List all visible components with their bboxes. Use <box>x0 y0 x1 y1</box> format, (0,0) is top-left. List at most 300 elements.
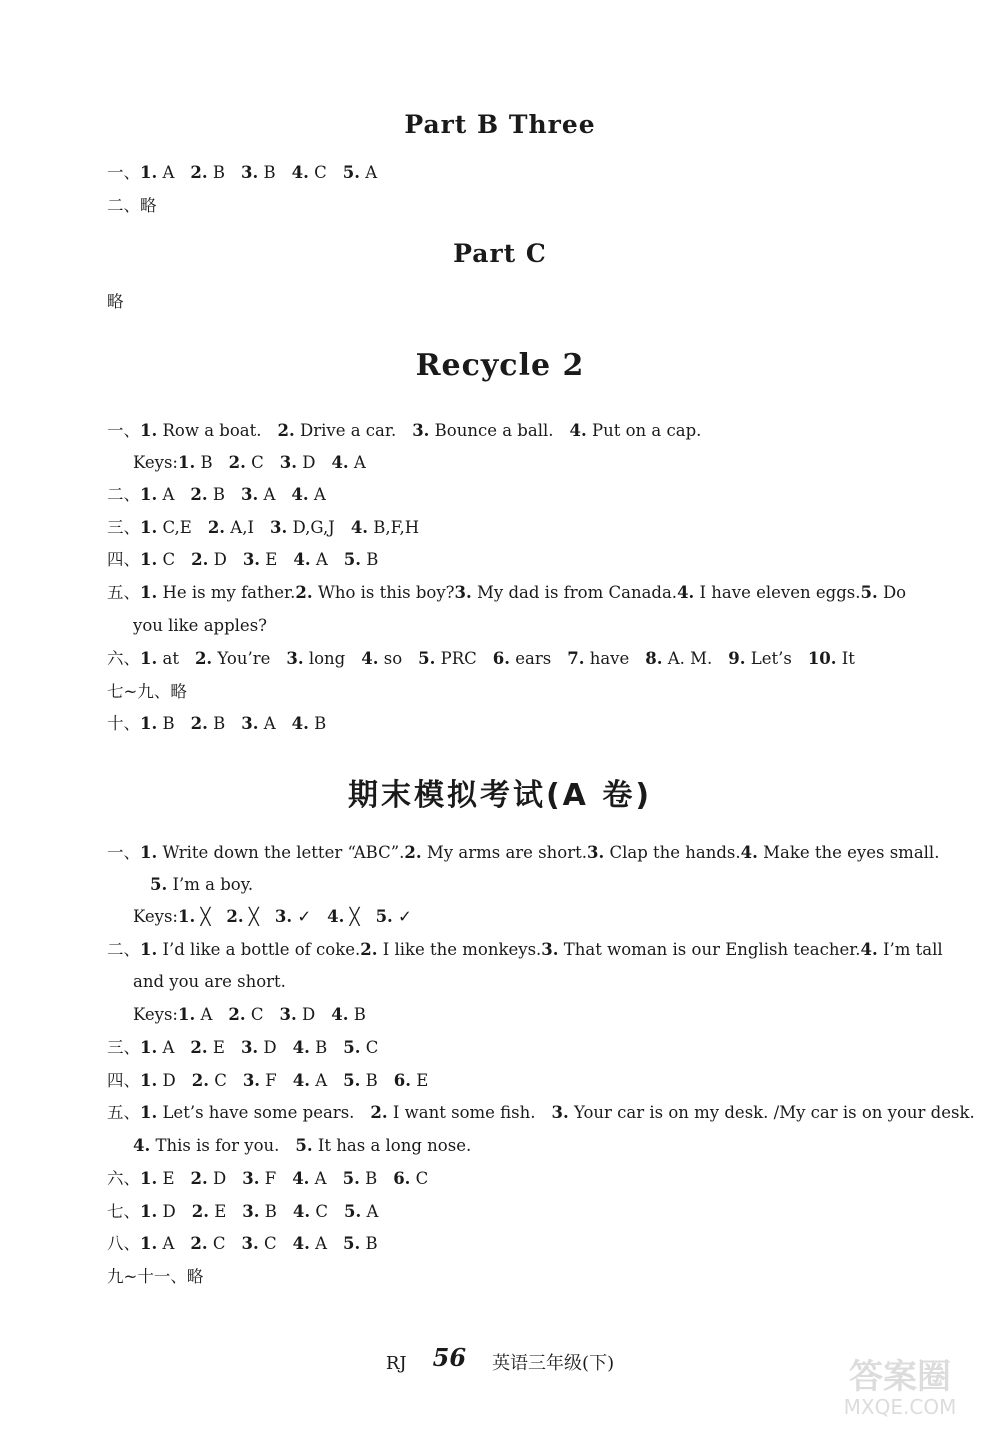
item-answer: ╳ <box>195 907 211 926</box>
item-number: 2. <box>190 1169 208 1188</box>
item-answer: D <box>157 1071 176 1090</box>
item-number: 1. <box>140 649 158 668</box>
answer-line: and you are short. <box>133 972 286 991</box>
item-number: 5. <box>375 907 393 926</box>
item-answer: ears <box>510 649 552 668</box>
question-prefix: Keys: <box>133 907 178 926</box>
item-number: 1. <box>140 485 158 504</box>
item-number: 1. <box>140 1038 158 1057</box>
answer-item <box>295 581 454 605</box>
item-number: 1. <box>140 1202 158 1221</box>
answer-item <box>178 451 213 475</box>
item-number: 1. <box>140 714 158 733</box>
item-answer: C <box>245 1005 264 1024</box>
answer-item <box>242 1167 276 1191</box>
item-answer: Let’s <box>745 649 792 668</box>
answer-item <box>394 1069 429 1093</box>
item-number: 4. <box>569 421 587 440</box>
answer-line <box>133 451 904 475</box>
item-number: 2. <box>191 1071 209 1090</box>
answer-item <box>404 841 587 865</box>
answer-line <box>133 905 904 929</box>
item-answer: E <box>411 1071 429 1090</box>
item-number: 5. <box>295 1136 313 1155</box>
answer-item <box>418 647 477 671</box>
answer-line: 略 <box>107 292 124 311</box>
item-answer: My dad is from Canada. <box>471 583 678 602</box>
item-answer: B <box>360 1234 378 1253</box>
item-answer: ╳ <box>344 907 360 926</box>
section-title-exam: 期末模拟考试(A 卷) <box>347 778 653 813</box>
item-answer: A,I <box>225 518 254 537</box>
item-number: 1. <box>140 843 158 862</box>
answer-item <box>292 1167 326 1191</box>
item-number: 3. <box>586 843 605 862</box>
item-number: 3. <box>241 1234 259 1253</box>
item-number: 1. <box>140 940 158 959</box>
item-answer: have <box>584 649 630 668</box>
answer-item <box>327 905 359 929</box>
item-number: 1. <box>140 1103 158 1122</box>
item-answer: B <box>361 550 379 569</box>
item-number: 3. <box>279 453 297 472</box>
item-number: 3. <box>551 1103 569 1122</box>
answer-item <box>570 419 702 443</box>
answer-item <box>280 1003 316 1027</box>
answer-item <box>808 647 855 671</box>
item-number: 4. <box>291 485 309 504</box>
answer-item <box>191 1167 227 1191</box>
answer-line <box>107 516 904 540</box>
answer-item <box>208 516 254 540</box>
answer-line <box>107 1200 904 1224</box>
item-number: 4. <box>291 714 309 733</box>
question-prefix: Keys: <box>133 1005 178 1024</box>
item-answer: Bounce a ball. <box>429 421 554 440</box>
item-number: 3. <box>241 485 259 504</box>
item-number: 3. <box>269 518 288 537</box>
answer-item <box>412 419 553 443</box>
answer-item <box>241 1036 277 1060</box>
answer-item <box>455 581 678 605</box>
answer-item <box>242 1200 277 1224</box>
item-number: 3. <box>279 1005 297 1024</box>
answer-item <box>293 1200 328 1224</box>
item-number: 3. <box>241 714 259 733</box>
answer-item <box>150 873 253 897</box>
item-answer: B <box>207 485 226 504</box>
item-answer: D <box>207 1169 227 1188</box>
item-answer: C <box>157 550 176 569</box>
item-answer: This is for you. <box>150 1136 280 1155</box>
section-title-part-b: Part B Three <box>404 110 596 139</box>
answer-item <box>140 712 175 736</box>
item-number: 1. <box>140 421 158 440</box>
answer-item <box>192 1069 227 1093</box>
item-number: 2. <box>360 940 378 959</box>
answer-item <box>344 548 379 572</box>
item-answer: A <box>361 1202 379 1221</box>
watermark-sub: MXQE.COM <box>843 1395 957 1419</box>
answer-item <box>140 1101 354 1125</box>
item-answer: It has a long nose. <box>312 1136 472 1155</box>
item-number: 4. <box>292 1038 310 1057</box>
item-number: 4. <box>331 1005 349 1024</box>
item-number: 3. <box>274 907 293 926</box>
answer-line: 七~九、略 <box>107 682 187 701</box>
answer-item <box>140 516 192 540</box>
item-answer: Who is this boy? <box>312 583 455 602</box>
item-answer: D <box>208 550 227 569</box>
answer-item <box>393 1167 428 1191</box>
answer-line <box>150 873 904 897</box>
answer-item <box>191 712 226 736</box>
item-number: 4. <box>293 550 311 569</box>
item-number: 2. <box>228 1005 246 1024</box>
question-prefix: 十、 <box>107 714 140 733</box>
item-answer: B <box>309 1038 328 1057</box>
question-prefix: 六、 <box>107 649 140 668</box>
answer-item <box>107 581 295 605</box>
item-answer: E <box>208 1202 227 1221</box>
answer-line <box>107 1232 904 1256</box>
item-number: 1. <box>140 1169 158 1188</box>
answer-line <box>107 548 904 572</box>
answer-item <box>195 647 270 671</box>
answer-item <box>741 841 940 865</box>
answer-item <box>275 905 311 929</box>
item-answer: D <box>258 1038 277 1057</box>
answer-item <box>191 548 227 572</box>
question-prefix: 二、 <box>107 940 140 959</box>
answer-item <box>331 451 365 475</box>
item-answer: That woman is our English teacher. <box>558 940 861 959</box>
item-number: 4. <box>350 518 369 537</box>
answer-item <box>140 483 174 507</box>
answer-item <box>190 161 225 185</box>
answer-item <box>293 1232 327 1256</box>
item-number: 1. <box>178 1005 196 1024</box>
answer-line <box>107 647 904 671</box>
answer-item <box>343 1232 378 1256</box>
item-number: 4. <box>292 1071 310 1090</box>
answer-item <box>541 938 860 962</box>
item-answer: B <box>308 714 327 733</box>
section-title-part-c: Part C <box>453 239 547 268</box>
answer-line <box>107 1069 904 1093</box>
item-number: 3. <box>240 1038 259 1057</box>
question-prefix: 五、 <box>107 1103 140 1122</box>
item-answer: D <box>296 1005 316 1024</box>
answer-line <box>107 483 904 507</box>
item-answer: A <box>157 485 175 504</box>
item-answer: B,F,H <box>368 518 420 537</box>
item-answer: Row a boat. <box>157 421 262 440</box>
answer-line <box>107 1101 975 1125</box>
item-answer: I have eleven eggs. <box>694 583 861 602</box>
item-answer: so <box>378 649 403 668</box>
item-answer: He is my father. <box>157 583 296 602</box>
item-number: 1. <box>140 550 158 569</box>
item-number: 2. <box>277 421 295 440</box>
item-answer: A <box>157 1038 175 1057</box>
item-answer: A <box>309 1169 327 1188</box>
answer-item <box>190 1232 225 1256</box>
item-number: 5. <box>150 875 168 894</box>
question-prefix: 一、 <box>107 163 140 182</box>
item-answer: Your car is on my desk. /My car is on your desk. <box>568 1103 975 1122</box>
item-answer: A <box>308 485 326 504</box>
answer-item <box>190 483 225 507</box>
item-answer: My arms are short. <box>421 843 587 862</box>
item-number: 5. <box>343 1234 361 1253</box>
answer-item <box>243 1069 277 1093</box>
item-number: 9. <box>728 649 746 668</box>
item-answer: E <box>157 1169 175 1188</box>
answer-item <box>295 1134 471 1158</box>
page-number: 56 <box>432 1343 467 1372</box>
answer-item <box>728 647 792 671</box>
item-answer: I’d like a bottle of coke. <box>157 940 361 959</box>
item-answer: A <box>309 1234 328 1253</box>
item-number: 8. <box>645 649 663 668</box>
item-number: 5. <box>342 1169 360 1188</box>
watermark-logo <box>815 1350 985 1420</box>
question-prefix: Keys: <box>133 453 178 472</box>
answer-item <box>292 161 327 185</box>
answer-item <box>140 1232 174 1256</box>
answer-line <box>107 581 907 605</box>
item-number: 6. <box>492 649 511 668</box>
item-number: 4. <box>677 583 695 602</box>
answer-item <box>241 483 275 507</box>
item-answer: C <box>310 1202 328 1221</box>
item-answer: D,G,J <box>287 518 335 537</box>
item-answer: B <box>360 1071 378 1090</box>
item-number: 4. <box>292 1234 310 1253</box>
item-number: 5. <box>343 550 361 569</box>
answer-item <box>293 548 327 572</box>
answer-item <box>192 1200 227 1224</box>
answer-item <box>278 419 397 443</box>
question-prefix: 六、 <box>107 1169 140 1188</box>
answer-item <box>343 1167 378 1191</box>
answer-item <box>343 1069 378 1093</box>
item-number: 2. <box>404 843 422 862</box>
question-prefix: 五、 <box>107 583 140 602</box>
item-number: 3. <box>242 1202 260 1221</box>
answer-item <box>140 548 175 572</box>
item-answer: I’m tall <box>877 940 943 959</box>
item-answer: B <box>259 1202 277 1221</box>
item-answer: B <box>359 1169 378 1188</box>
item-answer: A <box>359 163 378 182</box>
item-number: 1. <box>178 453 196 472</box>
answer-line <box>133 1134 904 1158</box>
answer-line <box>107 1036 904 1060</box>
answer-item <box>133 1134 279 1158</box>
item-answer: I like the monkeys. <box>377 940 542 959</box>
item-number: 3. <box>242 1169 260 1188</box>
item-number: 1. <box>140 163 158 182</box>
item-answer: B <box>157 714 175 733</box>
answer-item <box>229 451 264 475</box>
item-answer: A <box>348 453 366 472</box>
answer-item <box>226 905 258 929</box>
answer-item <box>107 841 404 865</box>
item-answer: C <box>208 1071 227 1090</box>
item-number: 1. <box>140 583 158 602</box>
item-answer: I’m a boy. <box>167 875 254 894</box>
item-number: 6. <box>393 1169 411 1188</box>
answer-line <box>107 419 904 443</box>
item-number: 7. <box>567 649 585 668</box>
answer-item <box>493 647 551 671</box>
item-answer: ✓ <box>392 907 412 926</box>
item-number: 1. <box>140 1071 158 1090</box>
item-number: 2. <box>190 485 208 504</box>
answer-line <box>107 161 904 185</box>
answer-item <box>376 905 412 929</box>
item-answer: B <box>258 163 276 182</box>
item-answer: C,E <box>157 518 192 537</box>
item-answer: PRC <box>435 649 477 668</box>
question-prefix: 七、 <box>107 1202 140 1221</box>
answer-item <box>178 1003 212 1027</box>
item-number: 5. <box>418 649 436 668</box>
item-number: 4. <box>860 940 878 959</box>
item-number: 1. <box>178 907 196 926</box>
answer-item <box>861 938 943 962</box>
answer-item <box>178 905 210 929</box>
item-number: 2. <box>370 1103 388 1122</box>
item-number: 2. <box>226 907 244 926</box>
answer-item <box>343 1036 378 1060</box>
item-number: 4. <box>331 453 349 472</box>
question-prefix: 一、 <box>107 843 140 862</box>
book-title: 英语三年级(下) <box>492 1353 615 1374</box>
item-answer: E <box>207 1038 225 1057</box>
item-number: 2. <box>295 583 313 602</box>
watermark-text: 答案圈 <box>849 1357 951 1397</box>
answer-line <box>107 938 943 962</box>
item-number: 3. <box>242 1071 261 1090</box>
answer-item <box>286 647 345 671</box>
answer-item <box>291 483 325 507</box>
item-number: 5. <box>860 583 878 602</box>
item-answer: Drive a car. <box>294 421 397 440</box>
item-number: 4. <box>133 1136 151 1155</box>
item-answer: B <box>207 714 226 733</box>
item-answer: Put on a cap. <box>586 421 702 440</box>
item-answer: C <box>258 1234 277 1253</box>
answer-line: 二、略 <box>107 196 157 215</box>
question-prefix: 一、 <box>107 421 140 440</box>
item-number: 3. <box>541 940 559 959</box>
item-number: 5. <box>342 163 360 182</box>
item-number: 2. <box>191 1202 209 1221</box>
item-number: 4. <box>292 1169 310 1188</box>
answer-item <box>190 1036 225 1060</box>
item-answer: C <box>207 1234 226 1253</box>
answer-item <box>645 647 712 671</box>
answer-line <box>107 712 904 736</box>
item-answer: C <box>410 1169 429 1188</box>
answer-item <box>567 647 629 671</box>
question-prefix: 三、 <box>107 518 140 537</box>
item-number: 2. <box>191 550 209 569</box>
item-number: 4. <box>291 163 309 182</box>
item-answer: D <box>157 1202 176 1221</box>
item-answer: ╳ <box>243 907 259 926</box>
item-answer: F <box>259 1169 277 1188</box>
answer-item <box>587 841 741 865</box>
answer-item <box>860 581 906 605</box>
answer-item <box>140 1200 176 1224</box>
question-prefix: 三、 <box>107 1038 140 1057</box>
item-answer: A. M. <box>662 649 713 668</box>
item-answer: B <box>207 163 226 182</box>
item-number: 3. <box>241 163 259 182</box>
item-answer: Clap the hands. <box>604 843 741 862</box>
item-number: 10. <box>807 649 837 668</box>
item-answer: C <box>308 163 327 182</box>
answer-item <box>140 161 174 185</box>
item-number: 4. <box>361 649 379 668</box>
item-answer: B <box>195 453 213 472</box>
item-answer: C <box>245 453 264 472</box>
item-answer: Make the eyes small. <box>757 843 940 862</box>
item-number: 5. <box>343 1202 362 1221</box>
answer-line <box>107 841 940 865</box>
answer-item <box>228 1003 263 1027</box>
item-number: 3. <box>242 550 261 569</box>
item-number: 2. <box>190 1234 208 1253</box>
item-answer: A <box>195 1005 213 1024</box>
item-number: 2. <box>228 453 246 472</box>
item-number: 3. <box>454 583 472 602</box>
answer-item <box>293 1036 328 1060</box>
answer-item <box>552 1101 975 1125</box>
item-number: 3. <box>412 421 430 440</box>
item-answer: F <box>260 1071 277 1090</box>
answer-item <box>107 938 360 962</box>
item-answer: C <box>360 1038 379 1057</box>
item-answer: Do <box>877 583 907 602</box>
answer-item <box>241 161 276 185</box>
item-number: 1. <box>140 518 158 537</box>
item-answer: A <box>258 485 276 504</box>
item-answer: ✓ <box>292 907 312 926</box>
edition-code: RJ <box>385 1353 407 1374</box>
answer-item <box>140 419 262 443</box>
item-answer: A <box>157 163 175 182</box>
answer-item <box>140 1167 175 1191</box>
answer-line <box>107 1167 904 1191</box>
item-number: 2. <box>194 649 213 668</box>
section-title-recycle: Recycle 2 <box>415 348 585 383</box>
answer-item <box>351 516 419 540</box>
item-number: 4. <box>292 1202 311 1221</box>
answer-item <box>331 1003 366 1027</box>
item-answer: A <box>258 714 276 733</box>
answer-item <box>361 647 402 671</box>
item-number: 2. <box>207 518 226 537</box>
answer-item <box>270 516 335 540</box>
answer-item <box>140 1069 176 1093</box>
item-number: 4. <box>740 843 758 862</box>
item-number: 4. <box>327 907 345 926</box>
